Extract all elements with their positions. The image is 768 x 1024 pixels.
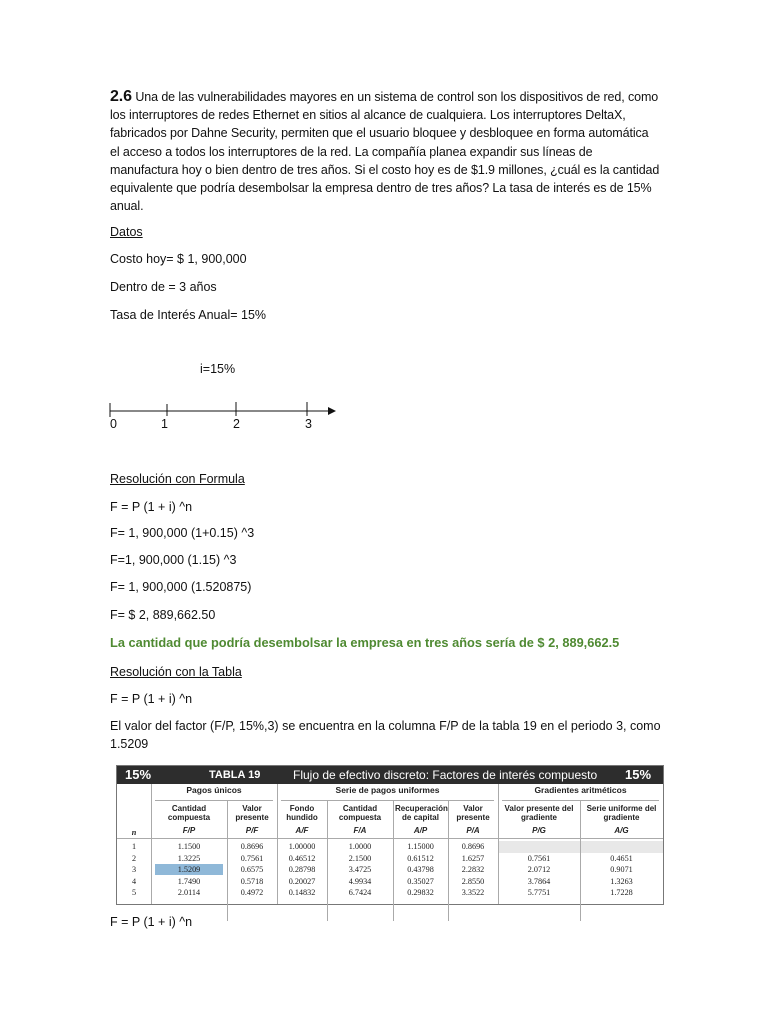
formula-heading: Resolución con Formula — [110, 472, 245, 486]
table-column-header: Cantidad compuesta — [338, 804, 382, 822]
cash-flow-timeline — [100, 360, 360, 435]
timeline-rate-label: i=15% — [200, 362, 236, 376]
table-cell: 1.6257 — [461, 853, 485, 863]
table-group-header: Gradientes aritméticos — [534, 785, 627, 795]
table-cell: 0.4972 — [240, 888, 264, 897]
table-cell: 2 — [131, 853, 137, 863]
table-column-symbol: F/A — [353, 826, 367, 835]
table-cell: 0.61512 — [407, 853, 434, 863]
table-title: Flujo de efectivo discreto: Factores de interés compuesto — [293, 768, 598, 782]
table-column-symbol: A/P — [413, 826, 428, 835]
table-cell: 1.7228 — [610, 888, 633, 897]
conclusion-text: La cantidad que podría desembolsar la empresa en tres años sería de $ 2, 889,662.5 — [110, 635, 620, 650]
table-cell: 2.8550 — [461, 876, 485, 886]
datos-dentro: Dentro de = 3 años — [110, 280, 217, 294]
problem-text: Una de las vulnerabilidades mayores en un sistema de control son los dispositivos de red, como los interruptores de redes Ethernet en sitios al alcance de cualquiera. Los interruptores DeltaX, fabricados por Dahne Security, permiten que el usuario bloquee y desbloquee en forma automática el acceso a todos los interruptores de la red. La compañía planea expandir sus líneas de manufactura hoy o bien dentro de tres años. Si el costo hoy es de $1.9 millones, ¿cuál es la cantidad equivalente que podría desembolsar la empresa dentro de tres años? La tasa de interés es de 15% anual. — [110, 90, 660, 214]
table-cell: 2.1500 — [348, 853, 372, 863]
table-column-symbol: P/A — [466, 826, 480, 835]
table-rate-left: 15% — [125, 767, 152, 782]
table-grid — [117, 784, 663, 904]
table-cell: 0.8696 — [461, 842, 485, 851]
table-column-symbol: P/G — [532, 826, 546, 835]
table-cell: 0.35027 — [407, 876, 434, 886]
table-column-header: Fondo hundido — [286, 804, 318, 822]
table-cell: 5 — [131, 888, 137, 897]
table-cell: 1.3263 — [610, 876, 633, 886]
table-cell: 3.4725 — [348, 865, 372, 874]
table-header-bar — [117, 766, 663, 784]
formula-line-2: F= 1, 900,000 (1+0.15) ^3 — [110, 526, 255, 540]
table-group-header: Pagos únicos — [186, 785, 242, 795]
table-cell: 0.9071 — [610, 865, 633, 874]
table-cell: 2.0114 — [177, 888, 201, 897]
table-column-header: Valor presente — [456, 804, 490, 822]
problem-number: 2.6 — [110, 88, 132, 105]
table-section-explanation: El valor del factor (F/P, 15%,3) se encuentra en la columna F/P de la tabla 19 en el periodo 3, como 1.5209 — [110, 719, 661, 751]
timeline-tick-2: 2 — [233, 417, 240, 431]
table-cell: 0.43798 — [407, 865, 434, 874]
table-cell: 1.7490 — [177, 876, 201, 886]
timeline-tick-3: 3 — [305, 417, 312, 431]
table-cell: 1.1500 — [177, 842, 201, 851]
table-cell: 4 — [131, 876, 137, 886]
interest-factor-table — [116, 765, 664, 905]
table-cell: 0.14832 — [288, 888, 316, 897]
datos-heading: Datos — [110, 225, 143, 239]
table-column-header: n — [131, 828, 137, 837]
table-cell: 1.3225 — [177, 853, 201, 863]
table-header-rule — [117, 838, 663, 839]
table-cell: 1.5209 — [177, 865, 201, 874]
table-group-header: Serie de pagos uniformes — [335, 785, 440, 795]
table-cell: 0.7561 — [527, 853, 551, 863]
table-number: TABLA 19 — [209, 769, 261, 781]
table-group-rule — [281, 800, 494, 801]
table-column-divider — [498, 784, 499, 904]
table-column-header: Valor presente — [235, 804, 269, 822]
table-cell: 0.6575 — [240, 865, 264, 874]
table-cell: 2.0712 — [527, 865, 551, 874]
table-cell: 1.0000 — [348, 842, 372, 851]
table-group-rule — [502, 800, 659, 801]
table-cell: 3.3522 — [461, 888, 485, 897]
table-cell: 1 — [131, 842, 137, 851]
formula-line-3: F=1, 900,000 (1.15) ^3 — [110, 553, 237, 567]
table-column-header: Serie uniforme del gradiente — [586, 804, 657, 822]
problem-statement — [110, 88, 660, 215]
table-cell: 6.7424 — [348, 888, 372, 897]
table-cell: 0.20027 — [288, 876, 316, 886]
table-section-formula: F = P (1 + i) ^n — [110, 692, 193, 706]
table-cell: 2.2832 — [461, 865, 485, 874]
table-cell: 4.9934 — [348, 876, 372, 886]
datos-costo: Costo hoy= $ 1, 900,000 — [110, 252, 247, 266]
table-cell: 0.28798 — [288, 865, 316, 874]
timeline-tick-0: 0 — [110, 417, 117, 431]
table-cell: 0.4651 — [610, 853, 633, 863]
table-cell: 5.7751 — [527, 888, 551, 897]
table-cell: 0.8696 — [240, 842, 264, 851]
table-cell: 0.29832 — [407, 888, 434, 897]
table-column-symbol: F/P — [182, 826, 196, 835]
table-cell: 0.46512 — [288, 853, 316, 863]
table-column-header: Cantidad compuesta — [167, 804, 211, 822]
timeline-tick-1: 1 — [161, 417, 168, 431]
table-cell: 3 — [131, 865, 137, 874]
formula-line-1: F = P (1 + i) ^n — [110, 500, 193, 514]
timeline-axis — [100, 360, 360, 435]
table-column-symbol: P/F — [245, 826, 259, 835]
formula-line-4: F= 1, 900,000 (1.520875) — [110, 580, 252, 594]
table-cell: 1.15000 — [407, 842, 434, 851]
table-rate-right: 15% — [625, 767, 652, 782]
table-column-header: Valor presente del gradiente — [504, 804, 574, 822]
formula-result: F= $ 2, 889,662.50 — [110, 608, 216, 622]
final-formula: F = P (1 + i) ^n — [110, 915, 193, 929]
table-cell: 0.7561 — [240, 853, 264, 863]
datos-tasa: Tasa de Interés Anual= 15% — [110, 308, 267, 322]
table-column-symbol: A/G — [614, 826, 629, 835]
table-column-symbol: A/F — [295, 826, 309, 835]
table-cell: 0.5718 — [240, 876, 264, 886]
table-cell: 1.00000 — [288, 842, 316, 851]
table-section-heading: Resolución con la Tabla — [110, 665, 242, 679]
table-cell: 3.7864 — [527, 876, 551, 886]
table-group-rule — [155, 800, 273, 801]
table-column-header: Recuperación de capital — [395, 804, 448, 822]
